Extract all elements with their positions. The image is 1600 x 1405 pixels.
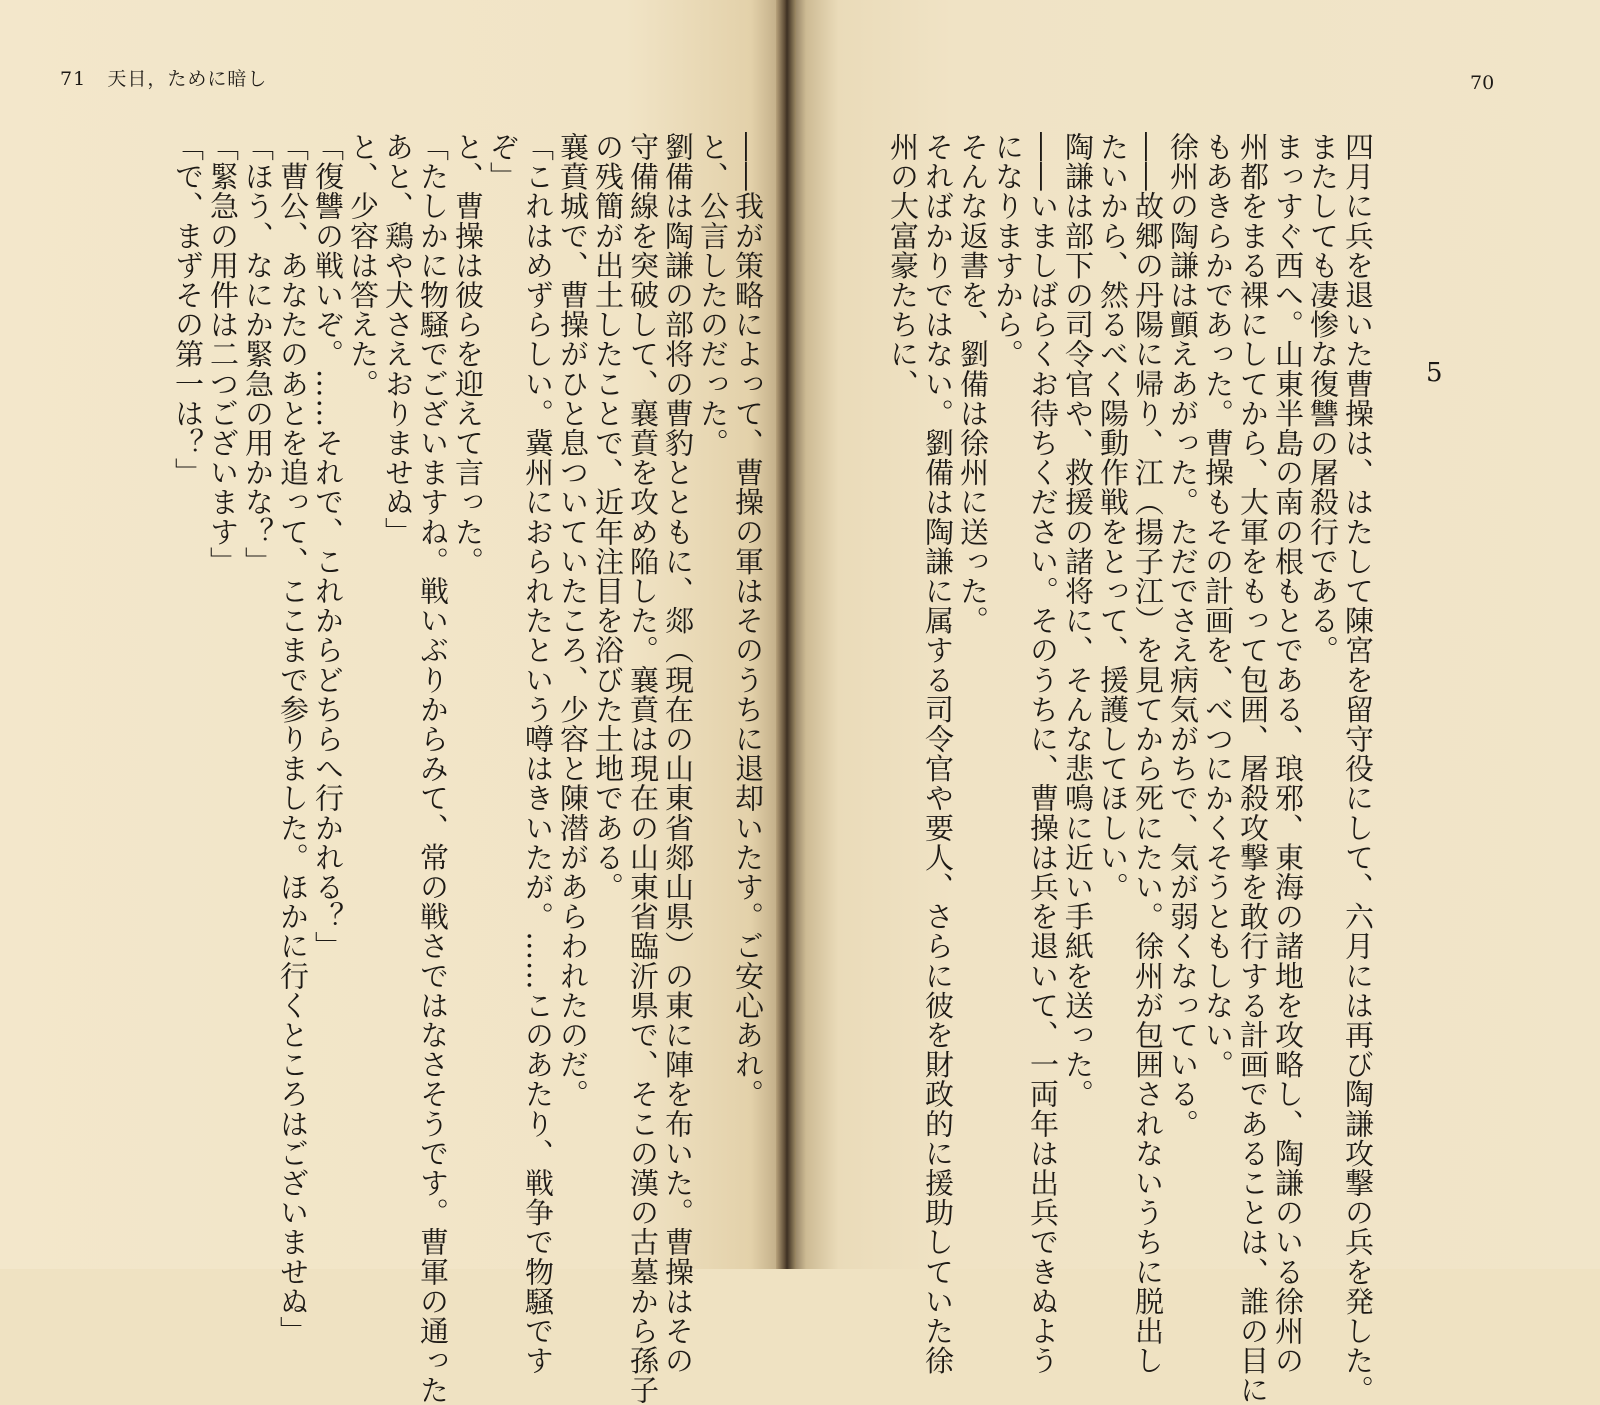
text-line: と、公言したのだった。 bbox=[696, 132, 730, 458]
text-line: 劉備は陶謙の部将の曹豹とともに、郯（現在の山東省郯山県）の東に陣を布いた。曹操はその bbox=[661, 132, 695, 1376]
left-running-head bbox=[60, 64, 267, 91]
running-title: 天日，ために暗し bbox=[107, 68, 268, 90]
text-line: ――我が策略によって、曹操の軍はそのうちに退却いたす。ご安心あれ。 bbox=[731, 132, 765, 1109]
text-line: あと、鶏や犬さえおりませぬ」 bbox=[381, 132, 415, 547]
text-line: 「たしかに物騒でございますね。戦いぶりからみて、常の戦さではなさそうです。曹軍の通った bbox=[416, 132, 450, 1405]
chapter-number: 5 bbox=[1426, 358, 1443, 388]
right-page-number: 70 bbox=[1470, 72, 1495, 94]
text-line: そんな返書を、劉備は徐州に送った。 bbox=[956, 132, 990, 636]
text-line: もあきらかであった。曹操もその計画を、べつにかくそうともしない。 bbox=[1201, 132, 1235, 1080]
book-gutter bbox=[776, 0, 796, 1269]
text-line: の残簡が出土したことで、近年注目を浴びた土地である。 bbox=[591, 132, 625, 902]
text-line: ――故郷の丹陽に帰り、江（揚子江）を見てから死にたい。徐州が包囲されないうちに脱出し bbox=[1131, 132, 1165, 1376]
text-line: 「ほう、なにか緊急の用かな？」 bbox=[241, 132, 275, 576]
text-line: まっすぐ西へ。山東半島の南の根もとである、琅邪、東海の諸地を攻略し、陶謙のいる徐州の bbox=[1271, 132, 1305, 1376]
text-line: 徐州の陶謙は顫えあがった。ただでさえ病気がちで、気が弱くなっている。 bbox=[1166, 132, 1200, 1139]
text-line: たいから、然るべく陽動作戦をとって、援護してほしい。 bbox=[1096, 132, 1130, 902]
left-page-number: 71 bbox=[60, 68, 87, 90]
text-line: 守備線を突破して、襄賁を攻め陥した。襄賁は現在の山東省臨沂県で、そこの漢の古墓から孫子 bbox=[626, 132, 660, 1405]
text-line: 州の大富豪たちに、 bbox=[886, 132, 920, 399]
text-line: 四月に兵を退いた曹操は、はたして陳宮を留守役にして、六月には再び陶謙攻撃の兵を発した。 bbox=[1341, 132, 1375, 1405]
text-line: 「曹公、あなたのあとを追って、ここまで参りました。ほかに行くところはございませぬ」 bbox=[276, 132, 310, 1346]
left-text-block bbox=[171, 132, 765, 1405]
text-line: になりますから。 bbox=[991, 132, 1025, 369]
text-line: またしても凄惨な復讐の屠殺行である。 bbox=[1306, 132, 1340, 665]
text-line: 「緊急の用件は二つございます」 bbox=[206, 132, 240, 576]
text-line: 「これはめずらしい。冀州におられたという噂はきいたが。……このあたり、戦争で物騒です bbox=[521, 132, 555, 1376]
text-line: ――いましばらくお待ちください。そのうちに、曹操は兵を退いて、一両年は出兵できぬよう bbox=[1026, 132, 1060, 1376]
text-line: ぞ」 bbox=[486, 132, 520, 192]
text-line: と、曹操は彼らを迎えて言った。 bbox=[451, 132, 485, 576]
text-line: そればかりではない。劉備は陶謙に属する司令官や要人、さらに彼を財政的に援助していた徐 bbox=[921, 132, 955, 1376]
text-line: 「復讐の戦いぞ。……それで、これからどちらへ行かれる？」 bbox=[311, 132, 345, 961]
left-page bbox=[0, 0, 782, 1405]
text-line: 陶謙は部下の司令官や、救援の諸将に、そんな悲鳴に近い手紙を送った。 bbox=[1061, 132, 1095, 1109]
text-line: 州都をまる裸にしてから、大軍をもって包囲、屠殺攻撃を敢行する計画であることは、誰の目に bbox=[1236, 132, 1270, 1405]
text-line: と、少容は答えた。 bbox=[346, 132, 380, 399]
text-line: 「で、まずその第一は？」 bbox=[171, 132, 205, 488]
right-text-block bbox=[830, 132, 1375, 1405]
text-line: 襄賁城で、曹操がひと息ついていたころ、少容と陳潜があらわれたのだ。 bbox=[556, 132, 590, 1109]
